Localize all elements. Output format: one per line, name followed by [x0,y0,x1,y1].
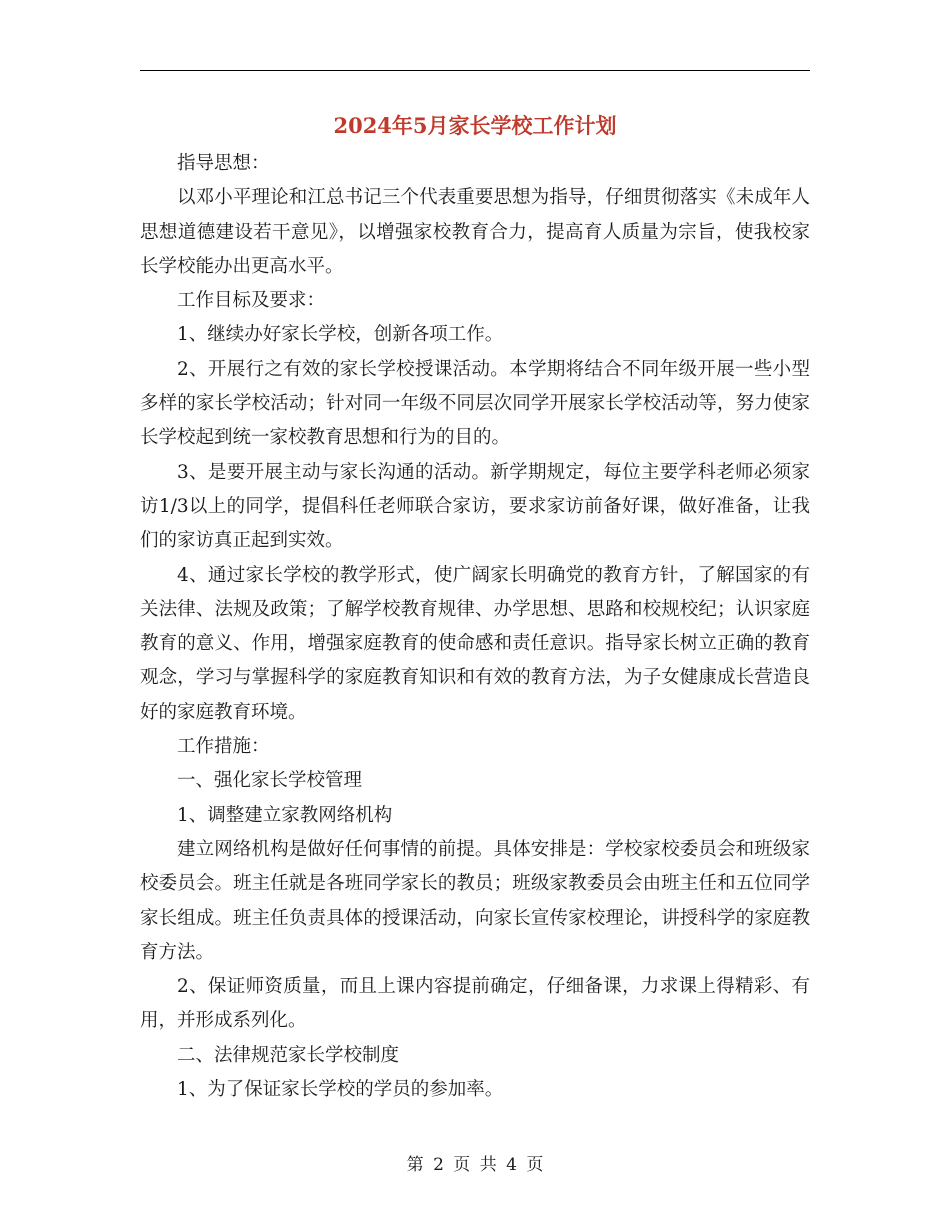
measure-heading-2: 二、法律规范家长学校制度 [177,1044,400,1066]
section-heading-goals: 工作目标及要求： [177,290,326,312]
paragraph-guiding-ideology: 以邓小平理论和江总书记三个代表重要思想为指导，仔细贯彻落实《未成年人思想道德建设若干意见》，以增强家校教育合力，提高育人质量为宗旨，使我校家长学校能办出更高水平。 [140,187,810,277]
goal-item-2: 2、开展行之有效的家长学校授课活动。本学期将结合不同年级开展一些小型多样的家长学校活动；针对同一年级不同层次同学开展家长学校活动等，努力使家长学校起到统一家校教育思想和行为的目的。 [140,358,810,449]
document-body [140,147,810,1107]
measure-subheading-1-1: 1、调整建立家教网络机构 [177,804,393,826]
goal-item-4: 4、通过家长学校的教学形式，使广阔家长明确党的教育方针，了解国家的有关法律、法规及政策；了解学校教育规律、办学思想、思路和校规校纪；认识家庭教育的意义、作用，增强家庭教育的使命感和责任意识。指导家长树立正确的教育观念，学习与掌握科学的家庭教育知识和有效的教育方法，为子女健康成长营造良好的家庭教育环境。 [140,564,810,723]
measure-subheading-2-1: 1、为了保证家长学校的学员的参加率。 [177,1079,504,1101]
section-heading-measures: 工作措施： [177,736,270,758]
document-title: 2024年5月家长学校工作计划 [333,113,617,138]
measure-heading-1: 一、强化家长学校管理 [177,770,363,792]
header-rule [140,70,810,71]
section-heading-guiding-ideology: 指导思想： [177,153,270,174]
page-number: 第 2 页 共 4 页 [406,1155,544,1175]
measure-paragraph-network: 建立网络机构是做好任何事情的前提。具体安排是：学校家校委员会和班级家校委员会。班主任就是各班同学家长的教员；班级家教委员会由班主任和五位同学家长组成。班主任负责具体的授课活动，向家长宣传家校理论，讲授科学的家庭教育方法。 [140,838,810,963]
goal-item-1: 1、继续办好家长学校，创新各项工作。 [177,324,504,346]
measure-subheading-1-2: 2、保证师资质量，而且上课内容提前确定，仔细备课，力求课上得精彩、有用，并形成系列化。 [140,976,810,1032]
goal-item-3: 3、是要开展主动与家长沟通的活动。新学期规定，每位主要学科老师必须家访1/3以上的同学，提倡科任老师联合家访，要求家访前备好课，做好准备，让我们的家访真正起到实效。 [140,461,810,552]
